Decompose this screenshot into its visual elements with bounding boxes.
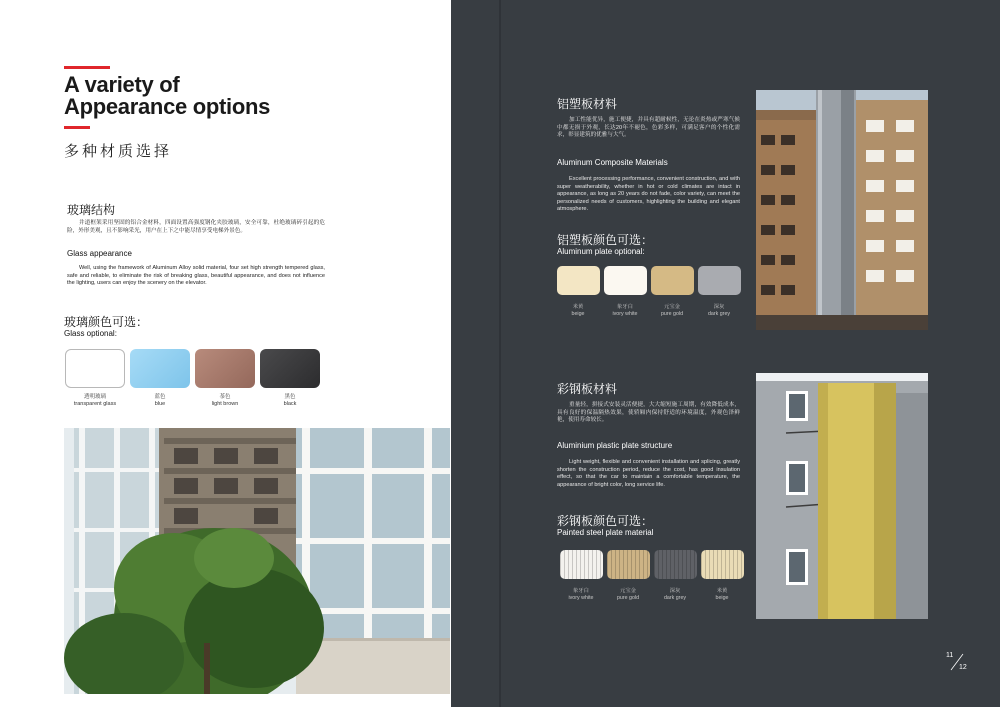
title-accent-bottom [64,126,90,129]
glass-structure-body-cn: 井道框架采用坚固的铝合金材料，四面设置高强度钢化夹胶玻璃，安全可靠，杜绝玻璃碎引起的危险，外形美观，且不影响采光，用户在上下之中能尽情享受电梯外景色。 [67,220,325,234]
steel-label-ivory-white: 象牙白 ivory white [568,588,594,601]
steel-colors-heading: 彩钢板颜色可选： [557,514,654,528]
aluminum-label-ivory-white: 象牙白 ivory white [612,304,638,317]
aluminum-body-cn: 加工性能优异，施工便捷，并具有超耐候性，无论在炎热或严寒气候中都无损于外观，长达20年不褪色，色彩多样，可满足客户的个性化需求，彰显建筑的优雅与大气。 [557,117,740,139]
steel-label-pure-gold: 元宝金 pure gold [616,588,640,601]
aluminum-heading: 铝塑板材料 [557,97,618,111]
aluminum-label-dark-grey: 深灰 dark grey [707,304,731,317]
aluminum-heading-en: Aluminum Composite Materials [557,158,668,167]
aluminum-shaft-photo [756,90,928,330]
steel-colors-subheading: Painted steel plate material [557,528,654,537]
page-number-left: 11 [946,652,954,659]
aluminum-label-beige: 米黄 beige [571,304,585,317]
aluminum-colors-heading: 铝塑板颜色可选： [557,233,654,247]
page-title: A variety of Appearance options [64,72,271,119]
steel-label-dark-grey: 深灰 dark grey [663,588,687,601]
aluminum-label-pure-gold: 元宝金 pure gold [660,304,684,317]
steel-shaft-photo [756,373,928,619]
steel-body-en: Light weight, flexible and convenient installation and splicing, greatly shorten the construction period, reduce the cost, has good insulation effect, so that the car to maintain a comfortable temperature, the appearance of bright color, long service life. [557,459,740,488]
glass-swatch-black [260,349,320,388]
steel-swatch-ivory-white [560,550,603,579]
glass-appearance-heading: Glass appearance [67,249,132,258]
steel-swatch-pure-gold [607,550,650,579]
glass-elevator-photo [64,428,450,694]
steel-heading-en: Aluminium plastic plate structure [557,441,673,450]
steel-swatch-beige [701,550,744,579]
glass-appearance-body-en: Well, using the framework of Aluminum Alloy solid material, four set high strength tempered glass, safe and reliable, to eliminate the risk of breaking glass, beautiful appearance, and does not influence the lighting, users can enjoy the scenery on the elevator. [67,265,325,287]
glass-swatch-light-brown [195,349,255,388]
glass-swatch-blue [130,349,190,388]
glass-colors-heading: 玻璃颜色可选： [64,315,149,329]
page-fold [499,0,501,707]
aluminum-colors-subheading: Aluminum plate optional: [557,247,645,256]
steel-swatch-dark-grey [654,550,697,579]
page-number-right: 12 [959,664,967,671]
glass-label-light-brown: 茶色 light brown [211,394,239,407]
glass-label-transparent: 透明玻璃 transparent glass [73,394,117,407]
glass-swatch-transparent [65,349,125,388]
aluminum-swatch-beige [557,266,600,295]
aluminum-swatch-pure-gold [651,266,694,295]
steel-heading: 彩钢板材料 [557,382,618,396]
glass-colors-subheading: Glass optional: [64,329,117,338]
page-subtitle: 多种材质选择 [64,143,173,160]
aluminum-swatch-ivory-white [604,266,647,295]
glass-label-blue: 蓝色 blue [154,394,166,407]
steel-label-beige: 米黄 beige [715,588,729,601]
glass-label-black: 黑色 black [283,394,297,407]
aluminum-swatch-dark-grey [698,266,741,295]
title-accent-top [64,66,110,69]
glass-structure-heading: 玻璃结构 [67,203,116,217]
steel-body-cn: 重量轻，拼接式安装灵活便捷，大大缩短施工周期，有效降低成本，具有良好的保温隔热效果，使轿厢内保持舒适的环境温度，外观色泽鲜艳，使用寿命较长。 [557,402,740,424]
aluminum-body-en: Excellent processing performance, convenient construction, and with super weatherability, whether in hot or cold climates are intact in appearance, as long as 20 years do not fade, color variety, can meet the personalized needs of customers, highlighting the building and elegant atmosphere. [557,176,740,213]
